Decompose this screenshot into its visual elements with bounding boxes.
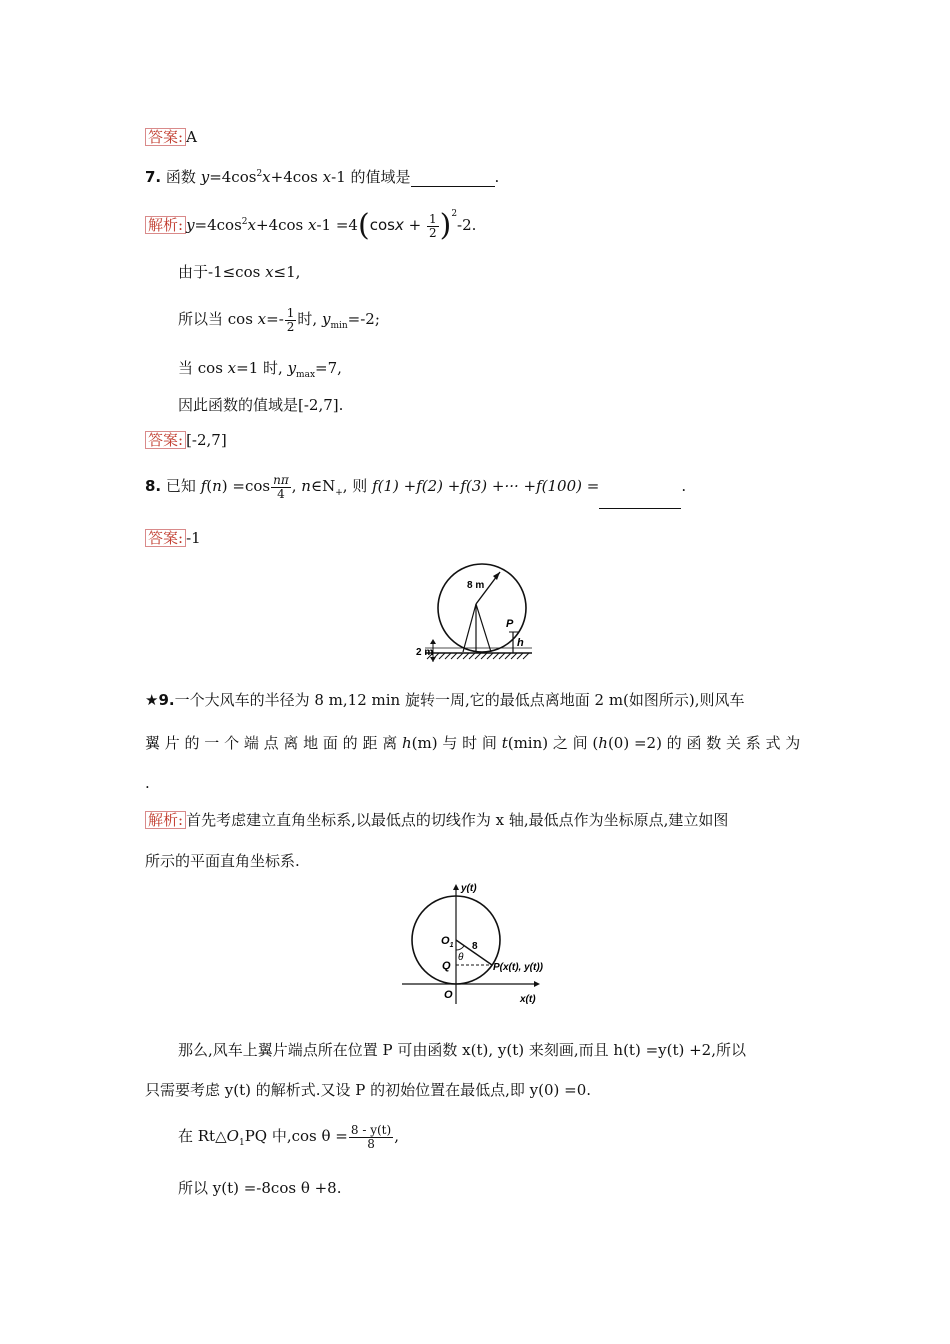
q7-var: y (186, 216, 195, 234)
q7-text: +4cos (256, 216, 309, 234)
q7-var: x (247, 216, 256, 234)
q8-text: ) =cos (221, 477, 271, 495)
q7-text: 当 cos (178, 359, 228, 377)
q7-frac-den: 2 (428, 225, 437, 240)
q8-answer-blank (599, 492, 681, 509)
q7-sub: max (296, 370, 316, 380)
q7-exp: 2 (451, 209, 458, 219)
q9-text: 一个大风车的半径为 8 m,12 min 旋转一周,它的最低点离地面 2 m(如图所示),则风车 (174, 691, 745, 709)
ground-height-label: 2 m (416, 647, 434, 658)
q7-text: =- (266, 310, 284, 328)
q8-answer-value: -1 (186, 529, 201, 547)
q7-var: y (287, 359, 297, 377)
up-arrow-icon (430, 639, 436, 644)
q7-frac-num: 1 (286, 305, 295, 320)
q9-text: (min) 之 间 ( (507, 734, 599, 752)
q8-text: 已知 (165, 477, 201, 495)
q8-sum: f(1) +f(2) +f(3) +··· +f(100) = (372, 477, 600, 495)
q9-var: h (402, 734, 412, 752)
q9-fraction (349, 1124, 393, 1151)
q7-analysis: 解析: $y=4\cos^2x+4\cos$ x-1 =4(cosx + $\frac{1}{2}$ )$^2$-2. (145, 205, 476, 243)
q9-var: t (501, 734, 508, 752)
q9-text: 在 Rt△ (178, 1127, 227, 1145)
q6-answer-value: A (186, 128, 197, 146)
q8-fraction (271, 474, 291, 501)
point-p-coord-label: P(x(t), y(t)) (493, 962, 543, 973)
q7-text: =7, (315, 359, 342, 377)
q8-frac-den: 4 (277, 486, 285, 501)
q8-text: ( (206, 477, 213, 495)
q7-var: x (322, 168, 332, 186)
q9-frac-num: 8 - y(t) (350, 1122, 392, 1137)
q7-sub: min (330, 321, 348, 331)
y-axis-arrow-icon (453, 884, 459, 890)
q9-frac-den: 8 (367, 1136, 375, 1151)
q9-text: (0) =2) 的 函 数 关 系 式 为 (607, 734, 801, 752)
q7-text: 由于-1≤cos (178, 263, 266, 281)
q8-text: , (291, 477, 302, 495)
q7-frac-num: 1 (428, 211, 437, 226)
q7-var: x (227, 359, 237, 377)
q7-line-1 (178, 262, 300, 282)
point-p-label: P (506, 618, 514, 630)
q7-answer-line (145, 430, 227, 450)
point-q-label: Q (442, 960, 451, 972)
y-axis-label: y(t) (461, 883, 477, 894)
analysis-tag: 解析: (145, 216, 186, 234)
q7-text: + (403, 216, 426, 234)
q7-text: =-2; (347, 310, 380, 328)
q8-stem (145, 470, 686, 509)
q8-text: , 则 (342, 477, 373, 495)
q7-fraction (285, 307, 297, 334)
q7-stem: 7. 函数 $y=4\cos^2x+4\cos$ x-1 的值域是 . (145, 168, 500, 186)
q7-text: 时, (297, 310, 322, 328)
q9-analysis-line-2: 所示的平面直角坐标系. (145, 852, 300, 870)
q9-text: PQ 中,cos θ = (244, 1127, 348, 1145)
q7-var: x (394, 216, 404, 234)
x-axis-arrow-icon (534, 981, 540, 987)
q7-line-3 (178, 358, 342, 385)
answer-tag: 答案: (145, 529, 186, 547)
q7-answer-value: [-2,7] (186, 431, 227, 449)
q7-text: -1 的值域是 (331, 168, 411, 186)
ground-hatch (427, 653, 529, 659)
answer-tag: 答案: (145, 431, 186, 449)
q7-text: =1 时, (236, 359, 288, 377)
q7-var: x (257, 310, 267, 328)
q9-line-3: . (145, 774, 150, 792)
q7-text: 所以当 cos (178, 310, 258, 328)
x-axis-label: x(t) (520, 994, 536, 1005)
theta-arc (456, 946, 464, 950)
q7-var: x (308, 216, 317, 234)
q7-line-4: 因此函数的值域是[-2,7]. (178, 396, 344, 414)
q7-text: =4cos (209, 168, 257, 186)
q7-text: . (494, 168, 500, 186)
q8-text: . (681, 477, 687, 495)
support-right (476, 604, 491, 652)
q9-line-2 (145, 733, 800, 753)
analysis-tag: 解析: (145, 811, 186, 829)
q7-answer-blank (411, 170, 495, 187)
q9-analysis-line-1 (145, 810, 728, 830)
q9-para-1: 那么,风车上翼片端点所在位置 P 可由函数 x(t), y(t) 来刻画,而且 h(t) =y(t) +2,所以 (178, 1041, 746, 1059)
q8-sub: + (335, 488, 343, 498)
q7-text: -1 =4 (316, 216, 358, 234)
windmill-figure (405, 562, 540, 666)
q9-sub: 1 (238, 1138, 245, 1148)
q7-number: 7. (145, 168, 162, 186)
q7-text: 函数 (165, 168, 201, 186)
height-h-label: h (517, 637, 524, 649)
answer-tag: 答案: (145, 128, 186, 146)
q9-text: (m) 与 时 间 (411, 734, 502, 752)
q7-text: cos (369, 216, 395, 234)
q7-fraction (427, 213, 439, 240)
q7-text: +4cos (270, 168, 323, 186)
q8-number: 8. (145, 477, 162, 495)
q7-var: y (200, 168, 210, 186)
q9-para-2: 只需要考虑 y(t) 的解析式.又设 P 的初始位置在最低点,即 y(0) =0. (145, 1081, 592, 1099)
support-left (463, 604, 476, 652)
q7-var: x (262, 168, 271, 186)
q7-text: ≤1, (273, 263, 301, 281)
q8-var: f (200, 477, 207, 495)
theta-label: θ (458, 952, 464, 963)
q8-var: n (301, 477, 311, 495)
q9-number: ★9. (145, 691, 175, 709)
q7-text: =4cos (194, 216, 242, 234)
q9-line-1 (145, 690, 745, 710)
origin-label: O (444, 989, 453, 1001)
q7-var: y (321, 310, 331, 328)
q7-text: -2. (457, 216, 477, 234)
q9-text: 首先考虑建立直角坐标系,以最低点的切线作为 x 轴,最低点作为坐标原点,建立如图 (186, 811, 729, 829)
q7-var: x (265, 263, 274, 281)
q8-answer-line (145, 528, 201, 548)
coordinate-figure (398, 878, 548, 1008)
center-o1-label: $O_1$ (441, 935, 454, 949)
q9-para-4: 所以 y(t) =-8cos θ +8. (178, 1179, 342, 1197)
q9-text: , (394, 1127, 399, 1145)
q6-answer-line (145, 127, 197, 147)
q9-var: h (598, 734, 608, 752)
q8-text: ∈N (310, 477, 336, 495)
q9-para-3 (178, 1120, 399, 1159)
q8-frac-num: nπ (273, 472, 289, 487)
radius-label: 8 m (467, 580, 485, 591)
q9-var: O (226, 1127, 239, 1145)
q7-frac-den: 2 (286, 319, 295, 334)
q7-line-2 (178, 302, 380, 343)
radius-8-label: 8 (472, 941, 478, 952)
q8-var: n (212, 477, 222, 495)
q9-text: 翼 片 的 一 个 端 点 离 地 面 的 距 离 (145, 734, 402, 752)
